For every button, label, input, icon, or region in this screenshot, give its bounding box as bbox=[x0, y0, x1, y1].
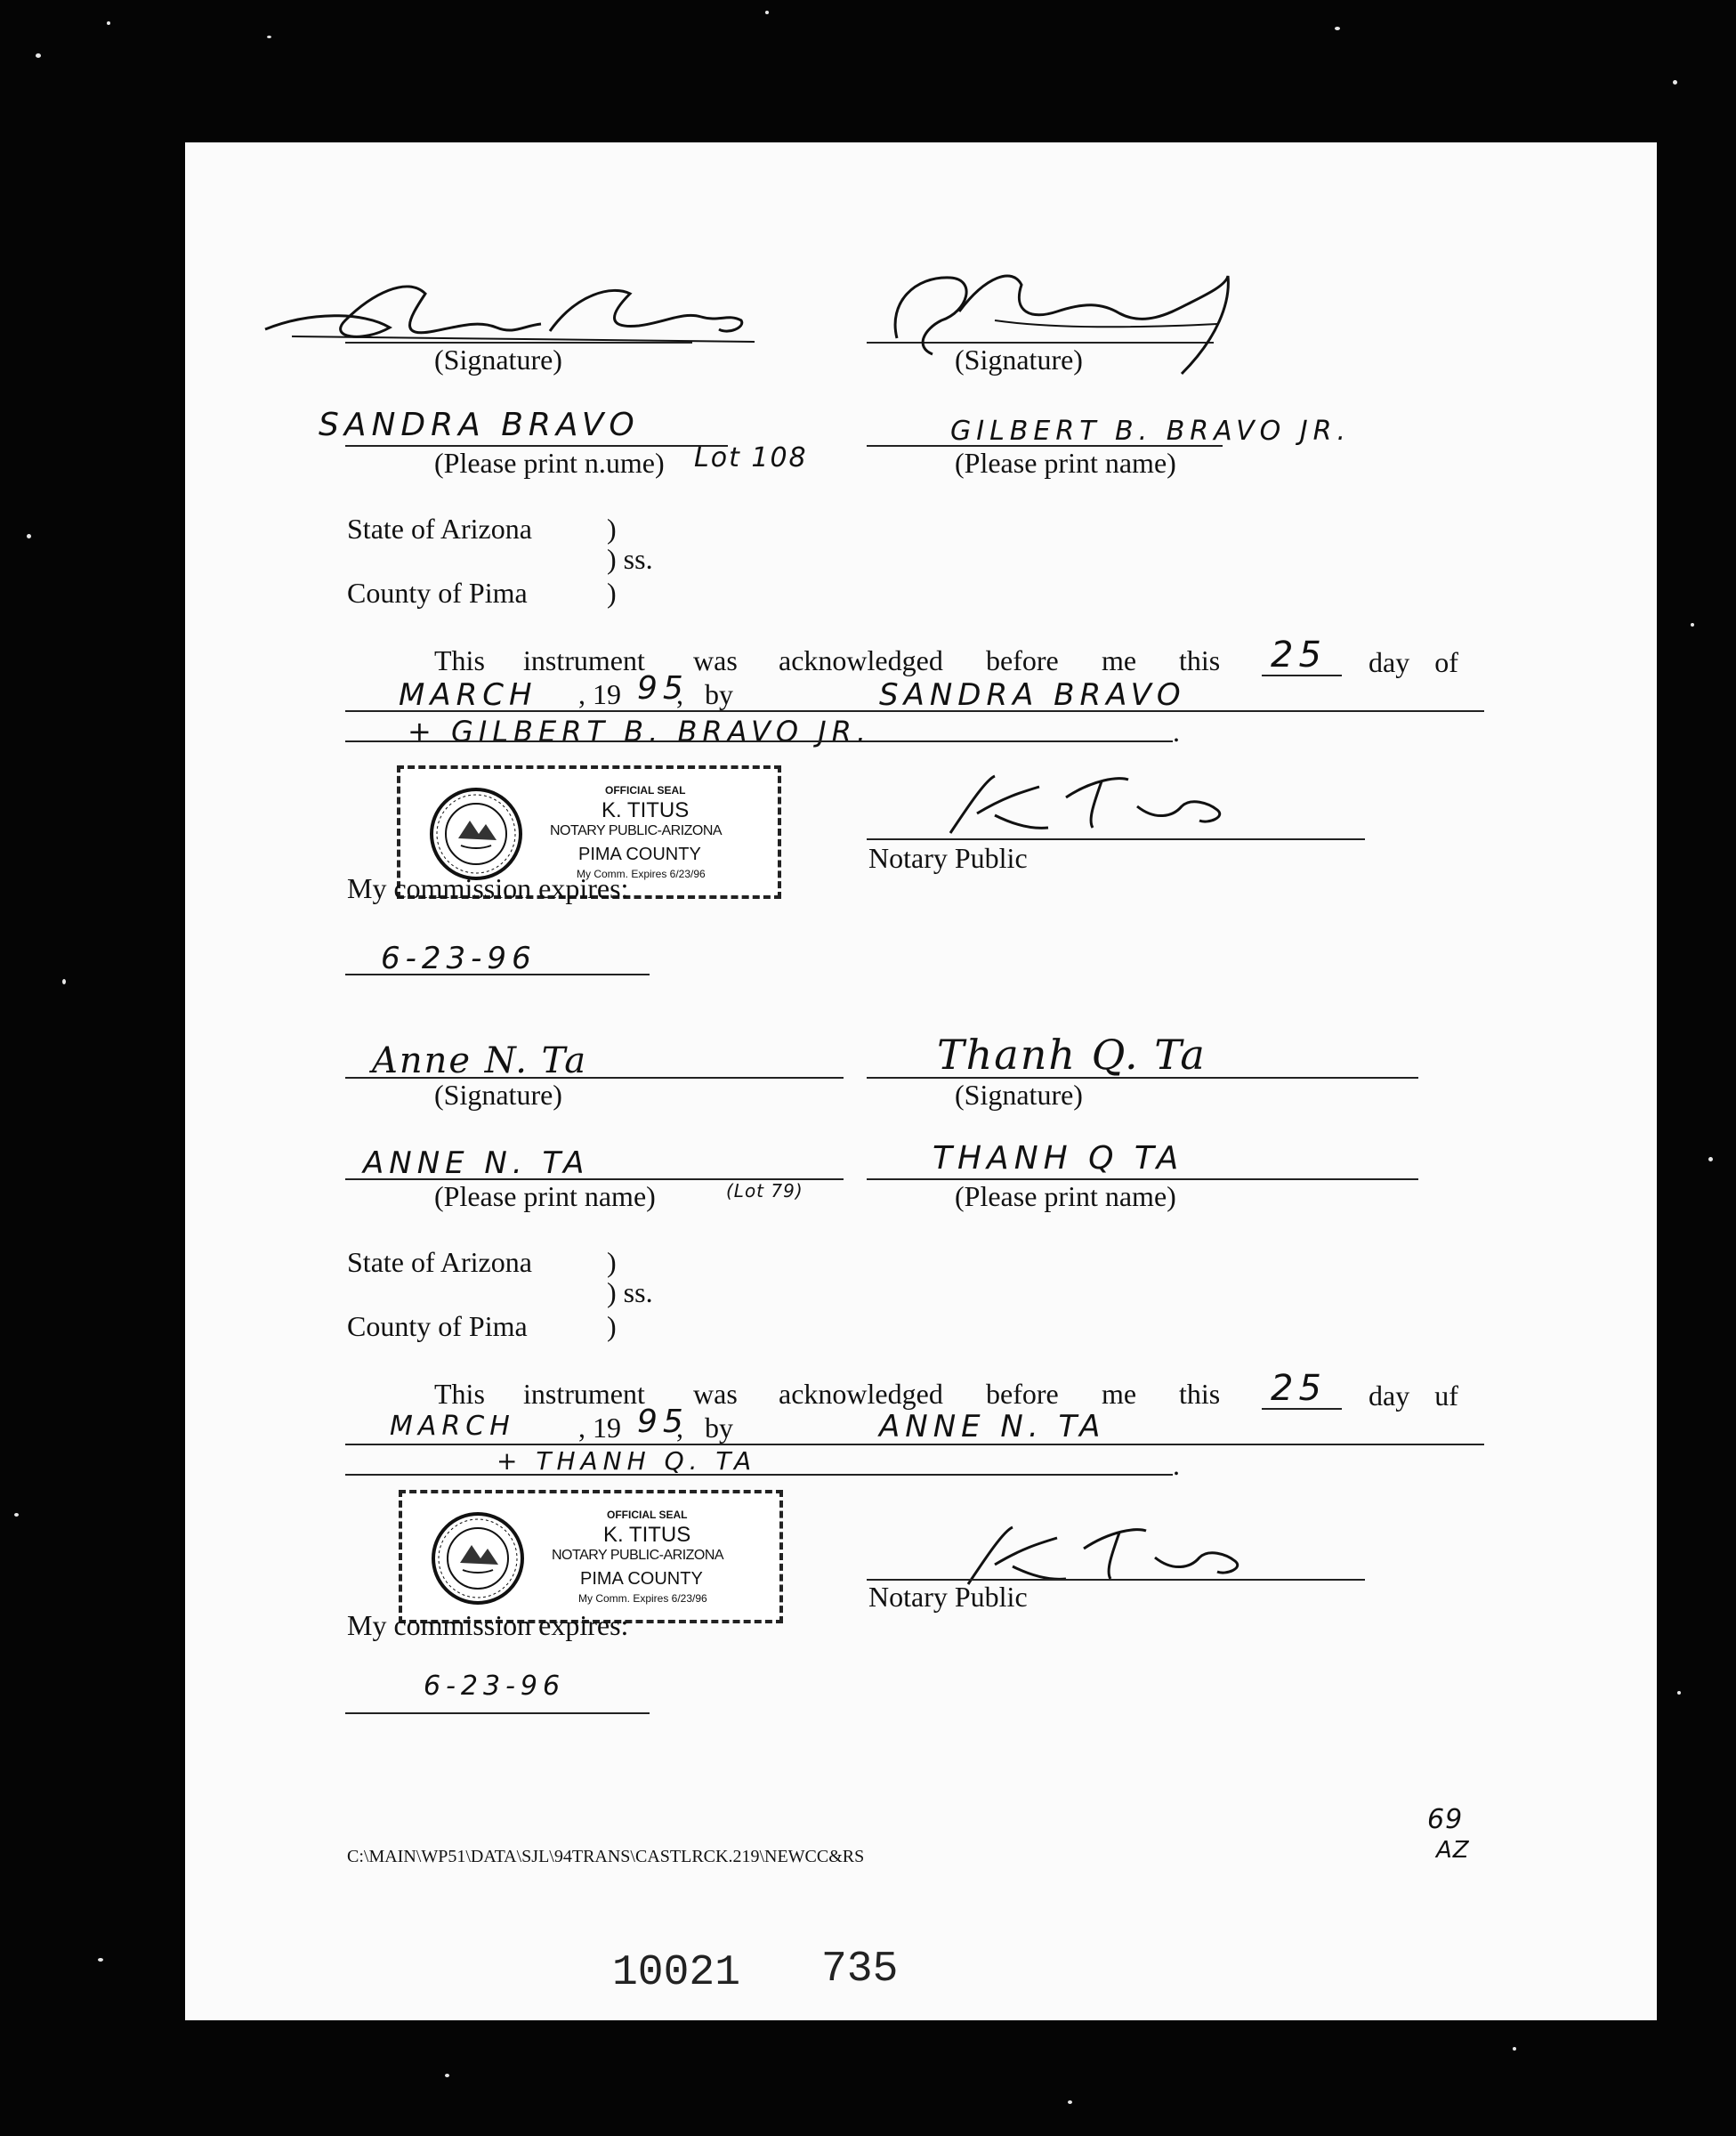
notary-line bbox=[867, 838, 1365, 840]
ack-period: . bbox=[1173, 716, 1180, 748]
day-line bbox=[1262, 1408, 1342, 1410]
printed-name-right: GILBERT B. BRAVO JR. bbox=[950, 416, 1352, 447]
ack-line-2 bbox=[345, 1474, 1173, 1476]
printed-name-right: THANH Q TA bbox=[933, 1140, 1184, 1177]
lot-note-left: (Lot 79) bbox=[726, 1180, 803, 1202]
signature-label-left: (Signature) bbox=[434, 344, 562, 376]
ack-word: was bbox=[693, 1378, 738, 1410]
year-prefix: , 19 bbox=[578, 678, 621, 710]
month-value: MARCH bbox=[390, 1411, 515, 1442]
print-label-right: (Please print name) bbox=[955, 447, 1176, 479]
ack-period: . bbox=[1173, 1449, 1180, 1481]
venue-ss: ) ss. bbox=[607, 1276, 653, 1308]
seal-official: OFFICIAL SEAL bbox=[607, 1509, 688, 1521]
document-page bbox=[185, 142, 1657, 2020]
year-value: 95 bbox=[637, 1404, 689, 1440]
ack-word: instrument bbox=[523, 1378, 645, 1410]
by-name-2: + GILBERT B. BRAVO JR. bbox=[408, 715, 872, 748]
signature-line-left bbox=[345, 1077, 844, 1079]
commission-value: 6-23-96 bbox=[424, 1671, 566, 1702]
venue-paren-1: ) bbox=[607, 1246, 617, 1278]
ack-line-1 bbox=[345, 1444, 1484, 1445]
commission-label: My commission expires: bbox=[347, 872, 629, 904]
day-of-label: day of bbox=[1369, 646, 1458, 678]
seal-title: NOTARY PUBLIC-ARIZONA bbox=[550, 823, 723, 838]
signature-label-right: (Signature) bbox=[955, 344, 1083, 376]
commission-label: My commission expires: bbox=[347, 1609, 629, 1641]
ack-word: this bbox=[1179, 1378, 1221, 1410]
by-name-1: SANDRA BRAVO bbox=[879, 677, 1186, 713]
ack-word: before bbox=[986, 644, 1059, 676]
signature-label-left: (Signature) bbox=[434, 1079, 562, 1111]
ack-word: was bbox=[693, 644, 738, 676]
seal-name: K. TITUS bbox=[603, 1523, 691, 1547]
seal-expires: My Comm. Expires 6/23/96 bbox=[577, 868, 706, 880]
state-label: State of Arizona bbox=[347, 1246, 532, 1278]
page-note-bottom: AZ bbox=[1436, 1837, 1470, 1864]
print-label-right: (Please print name) bbox=[955, 1180, 1176, 1212]
ack-word: this bbox=[1179, 644, 1221, 676]
commission-line bbox=[345, 1712, 650, 1714]
venue-paren-3: ) bbox=[607, 1310, 617, 1342]
by-label: , by bbox=[676, 678, 733, 710]
ack-word: This bbox=[434, 644, 485, 676]
ack-word: acknowledged bbox=[779, 644, 943, 676]
ack-line-2 bbox=[345, 740, 1173, 742]
ack-word: acknowledged bbox=[779, 1378, 943, 1410]
by-label: , by bbox=[676, 1412, 733, 1444]
lot-note-left: Lot 108 bbox=[694, 442, 808, 473]
year-prefix: , 19 bbox=[578, 1412, 621, 1444]
ack-word: me bbox=[1102, 1378, 1137, 1410]
printed-name-left: ANNE N. TA bbox=[363, 1145, 590, 1181]
venue-ss: ) ss. bbox=[607, 543, 653, 575]
doc-number: 10021 bbox=[612, 1949, 741, 1997]
file-path: C:\MAIN\WP51\DATA\SJL\94TRANS\CASTLRCK.219\NEWCC&RS bbox=[347, 1847, 865, 1866]
seal-title: NOTARY PUBLIC-ARIZONA bbox=[552, 1548, 724, 1563]
state-label: State of Arizona bbox=[347, 513, 532, 545]
day-line bbox=[1262, 675, 1342, 676]
commission-line bbox=[345, 974, 650, 975]
notary-seal bbox=[399, 1490, 783, 1623]
seal-county: PIMA COUNTY bbox=[578, 845, 701, 864]
year-value: 95 bbox=[637, 670, 689, 707]
commission-value: 6-23-96 bbox=[381, 941, 537, 976]
ack-word: me bbox=[1102, 644, 1137, 676]
ack-word: instrument bbox=[523, 644, 645, 676]
by-name-1: ANNE N. TA bbox=[879, 1409, 1106, 1444]
seal-expires: My Comm. Expires 6/23/96 bbox=[578, 1592, 707, 1605]
notary-label: Notary Public bbox=[868, 1581, 1028, 1613]
notary-label: Notary Public bbox=[868, 842, 1028, 874]
month-value: MARCH bbox=[399, 677, 537, 713]
seal-name: K. TITUS bbox=[602, 798, 690, 822]
venue-paren-3: ) bbox=[607, 577, 617, 609]
day-value: 25 bbox=[1271, 635, 1327, 676]
signature-sandra-bravo bbox=[256, 258, 755, 356]
print-label-left: (Please print name) bbox=[434, 1180, 656, 1212]
day-of-label: day uf bbox=[1369, 1380, 1458, 1412]
county-label: County of Pima bbox=[347, 577, 528, 609]
doc-page: 735 bbox=[821, 1946, 899, 1994]
signature-anne-ta: Anne N. Ta bbox=[372, 1040, 588, 1081]
signature-label-right: (Signature) bbox=[955, 1079, 1083, 1111]
signature-line-right bbox=[867, 1077, 1418, 1079]
ack-line-1 bbox=[345, 710, 1484, 712]
seal-official: OFFICIAL SEAL bbox=[605, 784, 686, 797]
page-note-top: 69 bbox=[1427, 1804, 1464, 1835]
seal-county: PIMA COUNTY bbox=[580, 1569, 703, 1589]
arizona-seal-emblem bbox=[427, 785, 525, 883]
ack-word: This bbox=[434, 1378, 485, 1410]
printed-name-left: SANDRA BRAVO bbox=[319, 407, 640, 443]
signature-thanh-ta: Thanh Q. Ta bbox=[937, 1031, 1207, 1079]
ack-word: before bbox=[986, 1378, 1059, 1410]
day-value: 25 bbox=[1271, 1368, 1327, 1409]
county-label: County of Pima bbox=[347, 1310, 528, 1342]
arizona-seal-emblem bbox=[429, 1509, 527, 1607]
notary-signature bbox=[915, 771, 1271, 842]
venue-paren-1: ) bbox=[607, 513, 617, 545]
by-name-2: + THANH Q. TA bbox=[497, 1446, 757, 1476]
print-label-left: (Please print n.ume) bbox=[434, 447, 665, 479]
